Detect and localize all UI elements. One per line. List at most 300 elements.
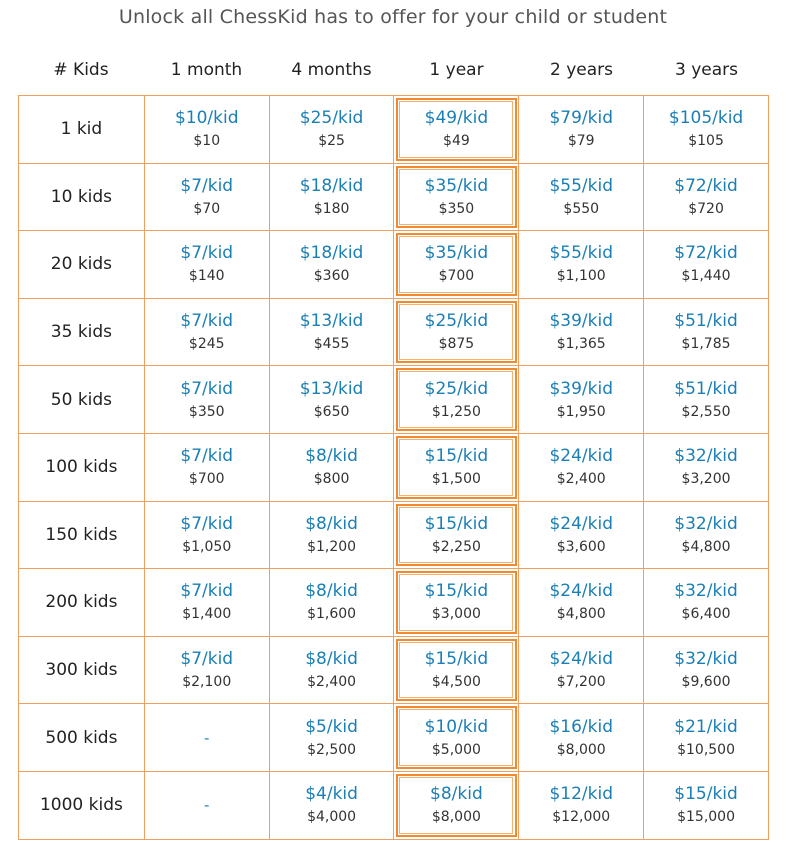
per-kid-price — [300, 242, 364, 264]
price-cell[interactable] — [519, 637, 644, 704]
total-price: $140 — [188, 268, 225, 285]
per-kid-suffix: /kid — [332, 175, 364, 196]
per-kid-suffix: /kid — [202, 649, 234, 670]
total-price: $12,000 — [552, 809, 611, 826]
price-cell[interactable] — [644, 96, 769, 163]
per-kid-price — [674, 175, 738, 197]
per-kid-amount: $8 — [305, 446, 327, 467]
price-cell[interactable] — [519, 96, 644, 163]
total-price: $350 — [188, 403, 225, 420]
total-price: $2,550 — [681, 403, 731, 420]
price-cell[interactable] — [145, 704, 270, 771]
per-kid-amount: $10 — [424, 716, 458, 737]
per-kid-price — [549, 378, 613, 400]
per-kid-price — [430, 783, 483, 805]
total-price: $4,500 — [431, 674, 481, 691]
per-kid-amount: $51 — [674, 378, 707, 399]
price-cell[interactable] — [270, 637, 395, 704]
per-kid-amount: $51 — [674, 311, 707, 332]
price-cell[interactable] — [394, 164, 519, 231]
header-4-months: 4 months — [291, 60, 372, 80]
per-kid-amount: $32 — [674, 581, 707, 602]
per-kid-suffix: /kid — [706, 649, 738, 670]
per-kid-price — [674, 310, 738, 332]
per-kid-price — [305, 648, 358, 670]
kids-count-cell: 35 kids — [19, 299, 145, 366]
per-kid-suffix: /kid — [202, 581, 234, 602]
per-kid-suffix: /kid — [457, 378, 489, 399]
per-kid-price — [425, 107, 489, 129]
per-kid-amount: $7 — [180, 446, 203, 467]
total-price: $1,600 — [307, 606, 357, 623]
per-kid-price — [300, 107, 364, 129]
per-kid-price — [180, 242, 233, 264]
per-kid-price — [549, 513, 613, 535]
per-kid-price — [425, 445, 489, 467]
kids-count-cell: 100 kids — [19, 434, 145, 501]
table-row — [19, 434, 769, 502]
header-2-years: 2 years — [549, 60, 613, 80]
per-kid-suffix: /kid — [706, 175, 738, 196]
per-kid-amount: $8 — [305, 649, 327, 670]
total-price: $4,800 — [681, 538, 731, 555]
per-kid-price — [180, 580, 233, 602]
per-kid-amount: $49 — [424, 108, 458, 129]
table-row — [19, 569, 769, 637]
per-kid-price — [305, 716, 358, 738]
table-row — [19, 96, 769, 164]
price-cell[interactable] — [394, 569, 519, 636]
per-kid-price — [549, 580, 613, 602]
per-kid-price — [549, 242, 613, 264]
price-cell[interactable] — [644, 772, 769, 839]
per-kid-suffix: /kid — [202, 446, 234, 467]
total-price: $3,000 — [431, 606, 481, 623]
total-price: $800 — [313, 471, 350, 488]
per-kid-suffix: /kid — [581, 108, 613, 129]
per-kid-amount: $7 — [180, 311, 203, 332]
price-cell[interactable] — [644, 164, 769, 231]
per-kid-price — [549, 310, 613, 332]
total-price: $2,400 — [556, 471, 606, 488]
per-kid-suffix: /kid — [202, 311, 234, 332]
per-kid-price — [674, 783, 738, 805]
total-price: $2,400 — [307, 674, 357, 691]
per-kid-amount: $5 — [305, 716, 327, 737]
per-kid-amount: $32 — [674, 446, 707, 467]
price-cell[interactable] — [270, 164, 395, 231]
price-cell[interactable] — [394, 502, 519, 569]
kids-count-cell: 500 kids — [19, 704, 145, 771]
per-kid-amount: $10 — [174, 108, 208, 129]
per-kid-amount: $25 — [424, 311, 458, 332]
per-kid-amount: $13 — [299, 378, 333, 399]
per-kid-amount: $18 — [299, 243, 333, 264]
per-kid-amount: $18 — [299, 175, 333, 196]
price-cell[interactable] — [394, 772, 519, 839]
per-kid-suffix: /kid — [202, 513, 234, 534]
price-cell[interactable] — [270, 434, 395, 501]
table-row — [19, 772, 769, 840]
per-kid-suffix: /kid — [332, 243, 364, 264]
kids-count-cell: 200 kids — [19, 569, 145, 636]
per-kid-suffix: /kid — [326, 581, 358, 602]
per-kid-suffix: /kid — [581, 513, 613, 534]
price-cell[interactable] — [644, 434, 769, 501]
per-kid-suffix: /kid — [457, 581, 489, 602]
price-cell[interactable] — [145, 366, 270, 433]
table-header — [18, 45, 769, 95]
per-kid-price — [549, 648, 613, 670]
total-price: $875 — [438, 336, 475, 353]
per-kid-suffix: /kid — [332, 108, 364, 129]
header-3-years: 3 years — [674, 60, 738, 80]
per-kid-price — [300, 310, 364, 332]
price-cell[interactable] — [145, 637, 270, 704]
table-row — [19, 366, 769, 434]
total-price: $1,050 — [182, 538, 232, 555]
per-kid-amount: $32 — [674, 513, 707, 534]
per-kid-suffix: /kid — [326, 513, 358, 534]
total-price: $5,000 — [431, 741, 481, 758]
total-price: $180 — [313, 200, 350, 217]
per-kid-amount: $24 — [549, 513, 582, 534]
per-kid-amount: $7 — [180, 649, 203, 670]
header-kids: # Kids — [53, 60, 109, 80]
per-kid-amount: $35 — [424, 243, 458, 264]
total-price: $350 — [438, 200, 475, 217]
per-kid-suffix: /kid — [706, 446, 738, 467]
per-kid-amount: $55 — [549, 175, 582, 196]
per-kid-suffix: /kid — [706, 243, 738, 264]
per-kid-amount: $13 — [299, 311, 333, 332]
per-kid-suffix: /kid — [712, 108, 744, 129]
price-cell[interactable] — [270, 772, 395, 839]
total-price: $10,500 — [677, 741, 735, 758]
price-cell[interactable] — [519, 434, 644, 501]
per-kid-price — [180, 445, 233, 467]
total-price: $9,600 — [681, 674, 731, 691]
per-kid-suffix: /kid — [457, 311, 489, 332]
per-kid-price — [180, 378, 233, 400]
total-price: $650 — [313, 403, 350, 420]
table-row — [19, 502, 769, 570]
price-cell[interactable] — [519, 366, 644, 433]
total-price: $70 — [193, 200, 221, 217]
per-kid-price — [425, 648, 489, 670]
price-cell[interactable] — [394, 231, 519, 298]
total-price: $360 — [313, 268, 350, 285]
per-kid-suffix: /kid — [581, 311, 613, 332]
per-kid-suffix: /kid — [706, 311, 738, 332]
price-cell[interactable] — [519, 502, 644, 569]
total-price: $1,440 — [681, 268, 731, 285]
per-kid-suffix: /kid — [326, 716, 358, 737]
per-kid-suffix: /kid — [457, 108, 489, 129]
per-kid-amount: $15 — [424, 649, 458, 670]
price-cell[interactable] — [394, 366, 519, 433]
per-kid-suffix: /kid — [457, 716, 489, 737]
per-kid-amount: $21 — [674, 716, 707, 737]
per-kid-amount: $15 — [424, 513, 458, 534]
per-kid-suffix: /kid — [202, 378, 234, 399]
table-row — [19, 637, 769, 705]
total-price: $10 — [193, 133, 221, 150]
table-row — [19, 704, 769, 772]
price-cell[interactable] — [519, 569, 644, 636]
total-price: $1,250 — [431, 403, 481, 420]
price-cell[interactable] — [270, 569, 395, 636]
total-price: $15,000 — [677, 809, 735, 826]
per-kid-suffix: /kid — [326, 649, 358, 670]
price-cell[interactable] — [145, 96, 270, 163]
per-kid-price — [300, 175, 364, 197]
per-kid-amount: $7 — [180, 581, 203, 602]
per-kid-price — [425, 175, 489, 197]
price-cell[interactable] — [394, 704, 519, 771]
total-price: $700 — [438, 268, 475, 285]
total-price: $6,400 — [681, 606, 731, 623]
per-kid-price — [674, 648, 738, 670]
per-kid-suffix: /kid — [451, 784, 483, 805]
kids-count-cell: 10 kids — [19, 164, 145, 231]
price-cell[interactable] — [394, 434, 519, 501]
per-kid-amount: $35 — [424, 175, 458, 196]
total-price: $4,000 — [307, 809, 357, 826]
price-cell[interactable] — [644, 231, 769, 298]
per-kid-price — [175, 107, 239, 129]
kids-count-cell: 1000 kids — [19, 772, 145, 839]
total-price: $4,800 — [556, 606, 606, 623]
price-cell[interactable] — [519, 231, 644, 298]
per-kid-price — [425, 310, 489, 332]
total-price: $1,100 — [556, 268, 606, 285]
kids-count-cell: 300 kids — [19, 637, 145, 704]
total-price: $1,400 — [182, 606, 232, 623]
per-kid-price — [674, 716, 738, 738]
per-kid-suffix: /kid — [326, 446, 358, 467]
per-kid-suffix: /kid — [706, 513, 738, 534]
per-kid-suffix: /kid — [332, 378, 364, 399]
price-cell[interactable] — [145, 434, 270, 501]
price-cell[interactable] — [644, 569, 769, 636]
per-kid-amount: $25 — [424, 378, 458, 399]
total-price: $1,950 — [556, 403, 606, 420]
per-kid-price — [549, 783, 613, 805]
per-kid-price — [305, 445, 358, 467]
per-kid-amount: $7 — [180, 378, 203, 399]
price-cell[interactable] — [644, 704, 769, 771]
total-price: $2,100 — [182, 674, 232, 691]
per-kid-price — [549, 175, 613, 197]
price-cell[interactable] — [394, 96, 519, 163]
per-kid-amount: $24 — [549, 581, 582, 602]
per-kid-price — [674, 580, 738, 602]
per-kid-amount: $24 — [549, 446, 582, 467]
table-row — [19, 164, 769, 232]
price-cell[interactable] — [394, 299, 519, 366]
per-kid-amount: $7 — [180, 175, 203, 196]
price-cell[interactable] — [145, 569, 270, 636]
price-cell[interactable] — [644, 366, 769, 433]
per-kid-price — [549, 445, 613, 467]
per-kid-price — [674, 378, 738, 400]
per-kid-amount: $8 — [305, 513, 327, 534]
total-price: $7,200 — [556, 674, 606, 691]
per-kid-suffix: /kid — [581, 649, 613, 670]
kids-count-cell: 1 kid — [19, 96, 145, 163]
per-kid-amount: $15 — [424, 446, 458, 467]
per-kid-price — [674, 445, 738, 467]
price-cell[interactable] — [644, 299, 769, 366]
per-kid-price — [425, 716, 489, 738]
total-price: $700 — [188, 471, 225, 488]
per-kid-suffix: /kid — [207, 108, 239, 129]
price-cell[interactable] — [270, 96, 395, 163]
per-kid-price — [425, 513, 489, 535]
table-row — [19, 299, 769, 367]
per-kid-price — [425, 242, 489, 264]
table-row — [19, 231, 769, 299]
per-kid-price — [180, 310, 233, 332]
total-price: $25 — [318, 133, 345, 150]
total-price: $3,600 — [556, 538, 606, 555]
per-kid-amount: $72 — [674, 175, 707, 196]
header-1-month: 1 month — [170, 60, 243, 80]
price-cell[interactable] — [644, 637, 769, 704]
per-kid-amount: $39 — [549, 378, 582, 399]
per-kid-amount: $32 — [674, 649, 707, 670]
total-price: $105 — [688, 133, 724, 150]
per-kid-suffix: /kid — [202, 243, 234, 264]
per-kid-price — [180, 513, 233, 535]
per-kid-suffix: /kid — [581, 378, 613, 399]
pricing-table — [18, 45, 769, 840]
total-price: $720 — [688, 200, 724, 217]
price-cell[interactable] — [145, 772, 270, 839]
total-price: $2,500 — [307, 741, 357, 758]
page-title: Unlock all ChessKid has to offer for your child or student — [118, 6, 668, 28]
total-price: $3,200 — [681, 471, 731, 488]
per-kid-suffix: /kid — [581, 581, 613, 602]
per-kid-amount: $79 — [549, 108, 582, 129]
per-kid-suffix: /kid — [581, 716, 613, 737]
per-kid-suffix: /kid — [706, 581, 738, 602]
per-kid-suffix: /kid — [457, 446, 489, 467]
unavailable-dash: - — [204, 728, 210, 747]
unavailable-dash: - — [204, 796, 210, 815]
price-cell[interactable] — [270, 231, 395, 298]
per-kid-price — [425, 378, 489, 400]
per-kid-price — [305, 513, 358, 535]
price-cell[interactable] — [519, 772, 644, 839]
price-cell[interactable] — [145, 502, 270, 569]
price-cell[interactable] — [270, 366, 395, 433]
price-cell[interactable] — [270, 299, 395, 366]
kids-count-cell: 50 kids — [19, 366, 145, 433]
per-kid-amount: $4 — [305, 784, 327, 805]
per-kid-suffix: /kid — [457, 649, 489, 670]
total-price: $245 — [188, 336, 225, 353]
total-price: $2,250 — [431, 538, 481, 555]
kids-count-cell: 150 kids — [19, 502, 145, 569]
price-cell[interactable] — [644, 502, 769, 569]
per-kid-amount: $7 — [180, 513, 203, 534]
per-kid-suffix: /kid — [326, 784, 358, 805]
price-cell[interactable] — [519, 299, 644, 366]
total-price: $8,000 — [431, 809, 481, 826]
per-kid-suffix: /kid — [457, 513, 489, 534]
per-kid-amount: $25 — [299, 108, 333, 129]
price-cell[interactable] — [145, 299, 270, 366]
per-kid-price — [305, 580, 358, 602]
per-kid-price — [549, 107, 613, 129]
per-kid-amount: $15 — [424, 581, 458, 602]
per-kid-suffix: /kid — [706, 784, 738, 805]
per-kid-suffix: /kid — [581, 784, 613, 805]
total-price: $1,365 — [556, 336, 606, 353]
per-kid-suffix: /kid — [581, 243, 613, 264]
per-kid-suffix: /kid — [202, 175, 234, 196]
price-cell[interactable] — [145, 231, 270, 298]
per-kid-suffix: /kid — [581, 175, 613, 196]
kids-count-cell: 20 kids — [19, 231, 145, 298]
total-price: $455 — [313, 336, 350, 353]
per-kid-amount: $72 — [674, 243, 707, 264]
per-kid-suffix: /kid — [706, 716, 738, 737]
per-kid-suffix: /kid — [457, 175, 489, 196]
per-kid-amount: $15 — [674, 784, 707, 805]
price-cell[interactable] — [519, 164, 644, 231]
per-kid-amount: $105 — [668, 108, 713, 129]
per-kid-price — [425, 580, 489, 602]
per-kid-amount: $16 — [549, 716, 582, 737]
per-kid-price — [300, 378, 364, 400]
per-kid-suffix: /kid — [706, 378, 738, 399]
per-kid-amount: $8 — [430, 784, 452, 805]
price-cell[interactable] — [519, 704, 644, 771]
per-kid-suffix: /kid — [332, 311, 364, 332]
price-cell[interactable] — [145, 164, 270, 231]
total-price: $1,500 — [431, 471, 481, 488]
per-kid-price — [674, 513, 738, 535]
per-kid-amount: $24 — [549, 649, 582, 670]
price-cell[interactable] — [394, 637, 519, 704]
price-cell[interactable] — [270, 502, 395, 569]
per-kid-price — [549, 716, 613, 738]
per-kid-amount: $12 — [549, 784, 582, 805]
per-kid-amount: $39 — [549, 311, 582, 332]
per-kid-price — [674, 242, 738, 264]
per-kid-amount: $7 — [180, 243, 203, 264]
total-price: $550 — [563, 200, 600, 217]
per-kid-price — [669, 107, 743, 129]
total-price: $1,785 — [681, 336, 731, 353]
per-kid-amount: $8 — [305, 581, 327, 602]
total-price: $8,000 — [556, 741, 606, 758]
per-kid-price — [180, 648, 233, 670]
total-price: $1,200 — [307, 538, 357, 555]
total-price: $79 — [567, 133, 595, 150]
per-kid-price — [305, 783, 358, 805]
total-price: $49 — [443, 133, 470, 150]
per-kid-suffix: /kid — [457, 243, 489, 264]
per-kid-amount: $55 — [549, 243, 582, 264]
pricing-grid — [18, 95, 769, 840]
per-kid-price — [180, 175, 233, 197]
price-cell[interactable] — [270, 704, 395, 771]
per-kid-suffix: /kid — [581, 446, 613, 467]
